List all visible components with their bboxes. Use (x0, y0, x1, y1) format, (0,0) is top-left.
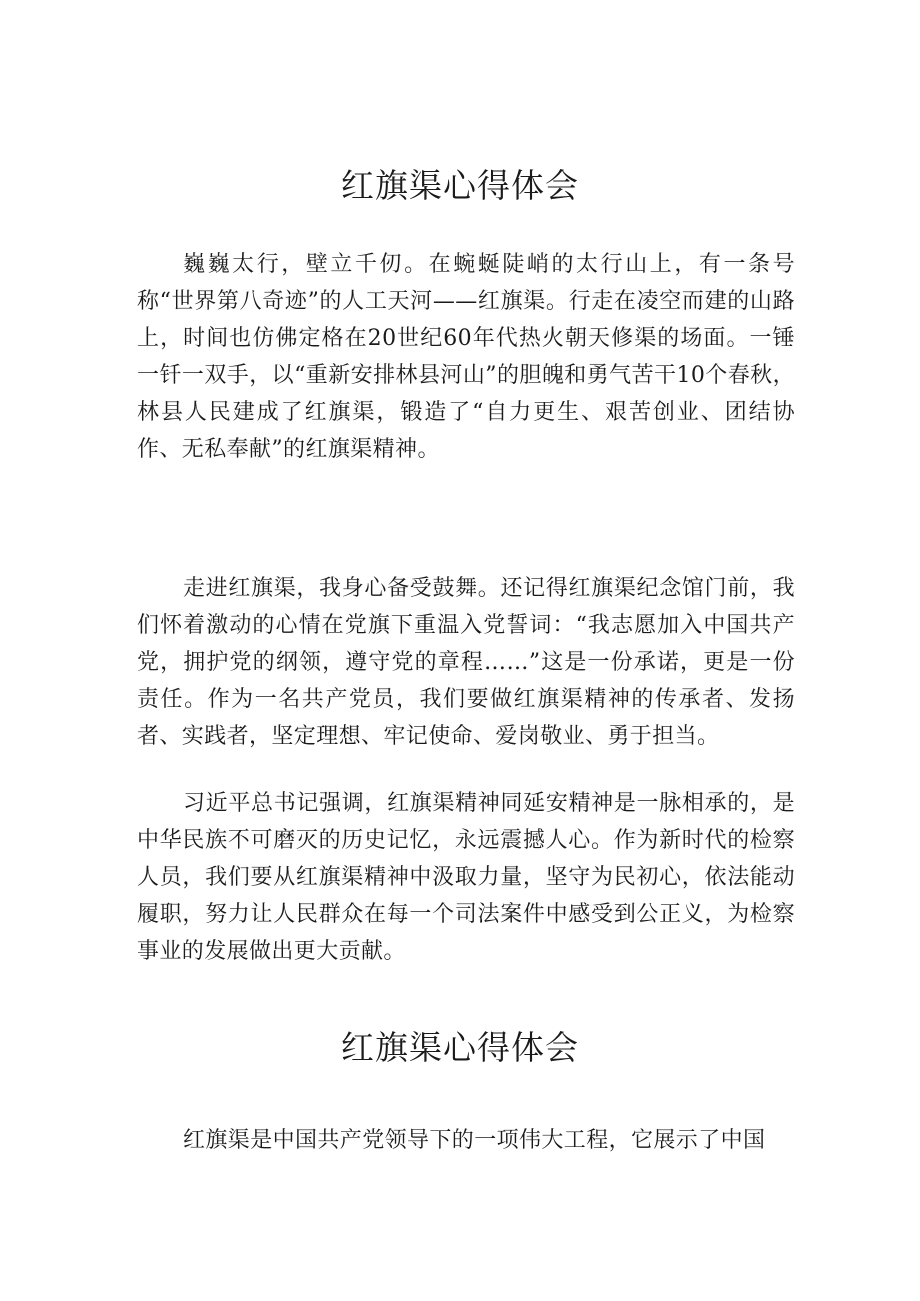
body-paragraph: 巍巍太行，壁立千仞。在蜿蜒陡峭的太行山上，有一条号称“世界第八奇迹”的人工天河——红旗渠。行走在凌空而建的山路上，时间也仿佛定格在20世纪60年代热火朝天修渠的场面。一锤一钎一双手，以“重新安排林县河山”的胆魄和勇气苦干10个春秋，林县人民建成了红旗渠，锻造了“自力更生、艰苦创业、团结协作、无私奉献”的红旗渠精神。 (137, 252, 795, 462)
document-title: 红旗渠心得体会 (341, 1028, 579, 1067)
document-title: 红旗渠心得体会 (341, 166, 579, 205)
body-paragraph: 习近平总书记强调，红旗渠精神同延安精神是一脉相承的，是中华民族不可磨灭的历史记忆，永远震撼人心。作为新时代的检察人员，我们要从红旗渠精神中汲取力量，坚守为民初心，依法能动履职，努力让人民群众在每一个司法案件中感受到公正义，为检察事业的发展做出更大贡献。 (137, 791, 795, 964)
body-paragraph: 红旗渠是中国共产党领导下的一项伟大工程，它展示了中国 (183, 1128, 766, 1153)
body-paragraph: 走进红旗渠，我身心备受鼓舞。还记得红旗渠纪念馆门前，我们怀着激动的心情在党旗下重温入党誓词：“我志愿加入中国共产党，拥护党的纲领，遵守党的章程……”这是一份承诺，更是一份责任。作为一名共产党员，我们要做红旗渠精神的传承者、发扬者、实践者，坚定理想、牢记使命、爱岗敬业、勇于担当。 (137, 576, 795, 749)
